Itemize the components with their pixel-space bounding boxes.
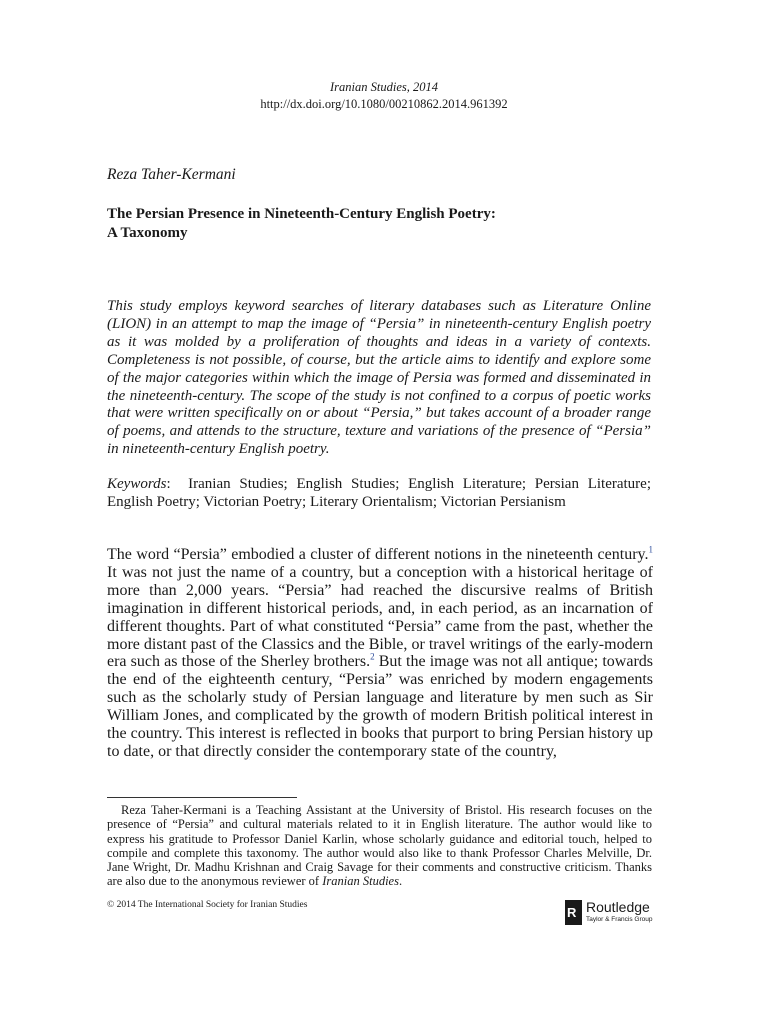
publisher-group: Taylor & Francis Group bbox=[586, 916, 653, 923]
footnote-end: . bbox=[398, 874, 403, 889]
keywords: Keywords: Iranian Studies; English Studies; English Literature; Persian Literature; English Poetry; Victorian Poetry; Literary Orientalism; Victorian Persianism bbox=[107, 476, 651, 510]
footnote-ref-1[interactable]: 1 bbox=[648, 544, 653, 555]
keywords-list: Iranian Studies; English Studies; English Literature; Persian Literature; English Poetry; Victorian Poetry; Literary Orientalism; Victorian Persianism bbox=[107, 476, 651, 510]
title-line-1: The Persian Presence in Nineteenth-Century English Poetry: bbox=[107, 206, 496, 222]
footnote-text: Reza Taher-Kermani is a Teaching Assistant at the University of Bristol. His research focuses on the presence of “Persia” and cultural materials related to it in English literature. The author would like to express his gratitude to Professor Daniel Karlin, whose scholarly guidance and editorial touch, helped to compile and complete this taxonomy. The author would also like to thank Professor Charles Melville, Dr. Jane Wright, Dr. Madhu Krishnan and Craig Savage for their comments and constructive criticism. Thanks are also due to the anonymous reviewer of bbox=[107, 803, 652, 889]
body-text-1: The word “Persia” embodied a cluster of different notions in the nineteenth century. bbox=[107, 546, 649, 563]
title-line-2: A Taxonomy bbox=[107, 225, 188, 241]
copyright-notice: © 2014 The International Society for Iranian Studies bbox=[107, 900, 308, 910]
abstract: This study employs keyword searches of literary databases such as Literature Online (LION) in an attempt to map the image of “Persia” in nineteenth-century English poetry as it was molded by a proliferation of thoughts and ideas in a variety of contexts. Completeness is not possible, of course, but the article aims to identify and explore some of the major categories within which the image of Persia was formed and disseminated in the nineteenth-century. The scope of the study is not confined to a corpus of poetic works that were written specifically on or about “Persia,” but takes account of a broader range of poems, and attends to the structure, texture and variations of the presence of “Persia” in nineteenth-century English poetry. bbox=[107, 298, 651, 458]
body-text-2: It was not just the name of a country, but a conception with a historical heritage of more than 2,000 years. “Persia” had reached the discursive realms of British imagination in different historical periods, and, in each period, as an incarnation of different thoughts. Part of what constituted “Persia” came from the past, whether the more distant past of the Classics and the Bible, or travel writings of the early-modern era such as those of the Sherley brothers. bbox=[107, 563, 653, 671]
footnote-journal: Iranian Studies bbox=[322, 874, 399, 889]
article-title bbox=[107, 205, 667, 243]
footnote-ref-2[interactable]: 2 bbox=[370, 652, 375, 663]
keywords-label: Keywords bbox=[107, 476, 167, 492]
publisher-name: Routledge bbox=[586, 899, 650, 915]
journal-name: Iranian Studies, 2014 bbox=[330, 80, 438, 94]
routledge-logo-icon: R bbox=[565, 900, 582, 925]
author-footnote bbox=[107, 803, 652, 889]
footnote-divider bbox=[107, 797, 297, 798]
doi-link[interactable]: http://dx.doi.org/10.1080/00210862.2014.961392 bbox=[260, 97, 508, 111]
body-text-3: But the image was not all antique; towards the end of the eighteenth century, “Persia” was enriched by modern engagements such as the scholarly study of Persian language and literature by men such as Sir William Jones, and complicated by the growth of modern British political interest in the country. This interest is reflected in books that purport to bring Persian history up to date, or that directly consider the contemporary state of the country, bbox=[107, 653, 654, 760]
author-name: Reza Taher-Kermani bbox=[107, 166, 236, 183]
body-paragraph bbox=[107, 546, 653, 761]
